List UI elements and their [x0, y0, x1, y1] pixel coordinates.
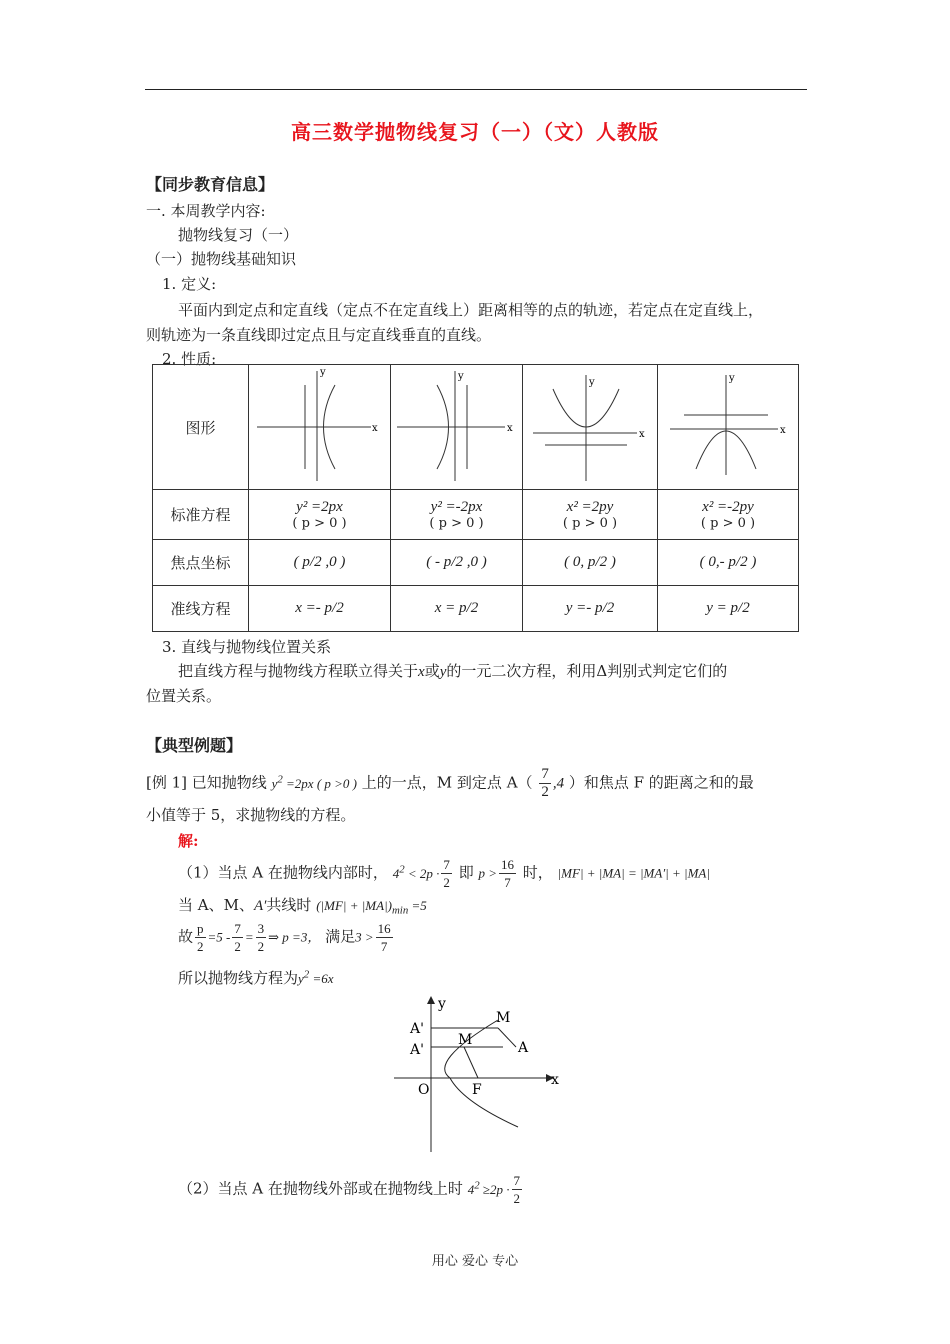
properties-table	[152, 364, 799, 632]
svg-text:y: y	[438, 996, 446, 1012]
row-label-directrix: 准线方程	[153, 586, 249, 632]
directrix-3: y =- p/2	[523, 586, 658, 632]
case-1-collinear: 当 A、M、A′共线时 $(|MF| + |MA|)_{min} =5$	[178, 896, 427, 917]
svg-text:x: x	[507, 423, 513, 434]
focus-3: ( 0, p/2 )	[523, 540, 658, 586]
row-label-equation: 标准方程	[153, 490, 249, 540]
case-1-line: （1）当点 A 在抛物线内部时， $4^2 < 2p$ · $\frac{7}{2}$ 即 p > $\frac{16}{7}$ 时， |MF| + |MA| = |MA′| + |MA|	[178, 857, 710, 890]
svg-text:M: M	[496, 1010, 511, 1026]
svg-text:x: x	[780, 425, 786, 436]
svg-text:y: y	[729, 373, 735, 384]
header-rule	[145, 89, 807, 90]
page-title: 高三数学抛物线复习（一）（文）人教版	[291, 120, 659, 144]
line-properties: 2. 性质:	[162, 350, 217, 368]
case-1-solve: 故 $\frac{p}{2}$ =5 - $\frac{7}{2}$ = $\frac{3}{2}$ ⇒ p =3， 满足3 > $\frac{16}{7}$	[178, 921, 391, 954]
case-1-result: 所以抛物线方程为$y^2 =6x$	[178, 968, 334, 987]
focus-1: ( p/2 ,0 )	[249, 540, 391, 586]
example-figure	[388, 992, 568, 1162]
svg-text:F: F	[472, 1082, 482, 1098]
example-1-line-1: [例 1] 已知抛物线 $y^2 =2px$ ( p >0 ) 上的一点，M 到定点 A（ $\frac{7}{2}$ ,4 ）和焦点 F 的距离之和的最	[146, 766, 754, 800]
svg-text:y: y	[320, 367, 326, 378]
svg-text:y: y	[458, 371, 464, 382]
row-label-figure: 图形	[153, 365, 249, 490]
line-basics: （一）抛物线基础知识	[146, 250, 297, 268]
section-heading-examples: 【典型例题】	[146, 736, 243, 755]
relation-text-1: 把直线方程与抛物线方程联立得关于x或y的一元二次方程，利用Δ判别式判定它们的	[178, 662, 728, 680]
focus-2: ( - p/2 ,0 )	[391, 540, 523, 586]
equation-4: x² =-2py ( p > 0 )	[658, 490, 799, 540]
line-relation: 3. 直线与抛物线位置关系	[162, 638, 332, 656]
svg-text:A: A	[518, 1040, 529, 1056]
svg-text:O: O	[418, 1082, 430, 1098]
svg-text:A': A'	[410, 1021, 424, 1037]
line-content: 一. 本周教学内容:	[146, 202, 266, 220]
line-review: 抛物线复习（一）	[178, 226, 299, 244]
equation-2: y² =-2px ( p > 0 )	[391, 490, 523, 540]
svg-text:x: x	[551, 1072, 559, 1088]
case-2-line: （2）当点 A 在抛物线外部或在抛物线上时 $4^2 \ge 2p$ · $\frac{7}{2}$	[178, 1173, 521, 1206]
equation-3: x² =2py ( p > 0 )	[523, 490, 658, 540]
figure-up-open	[523, 365, 658, 490]
svg-text:M: M	[458, 1032, 473, 1048]
figure-down-open	[658, 365, 799, 490]
definition-text-1: 平面内到定点和定直线（定点不在定直线上）距离相等的点的轨迹，若定点在定直线上，	[178, 301, 764, 319]
row-label-focus: 焦点坐标	[153, 540, 249, 586]
figure-right-open	[249, 365, 391, 490]
definition-text-2: 则轨迹为一条直线即过定点且与定直线垂直的直线。	[146, 326, 492, 344]
relation-text-2: 位置关系。	[146, 687, 222, 705]
example-1-line-2: 小值等于 5，求抛物线的方程。	[146, 806, 356, 824]
line-definition: 1. 定义:	[162, 275, 217, 293]
focus-4: ( 0,- p/2 )	[658, 540, 799, 586]
section-heading-sync: 【同步教育信息】	[146, 175, 275, 194]
svg-text:y: y	[589, 377, 595, 388]
directrix-2: x = p/2	[391, 586, 523, 632]
footer-text: 用心 爱心 专心	[431, 1254, 519, 1269]
figure-left-open	[391, 365, 523, 490]
svg-text:x: x	[372, 423, 378, 434]
equation-1: y² =2px ( p > 0 )	[249, 490, 391, 540]
svg-text:A': A'	[410, 1042, 424, 1058]
directrix-4: y = p/2	[658, 586, 799, 632]
svg-text:x: x	[639, 429, 645, 440]
directrix-1: x =- p/2	[249, 586, 391, 632]
solution-label: 解:	[178, 832, 199, 850]
